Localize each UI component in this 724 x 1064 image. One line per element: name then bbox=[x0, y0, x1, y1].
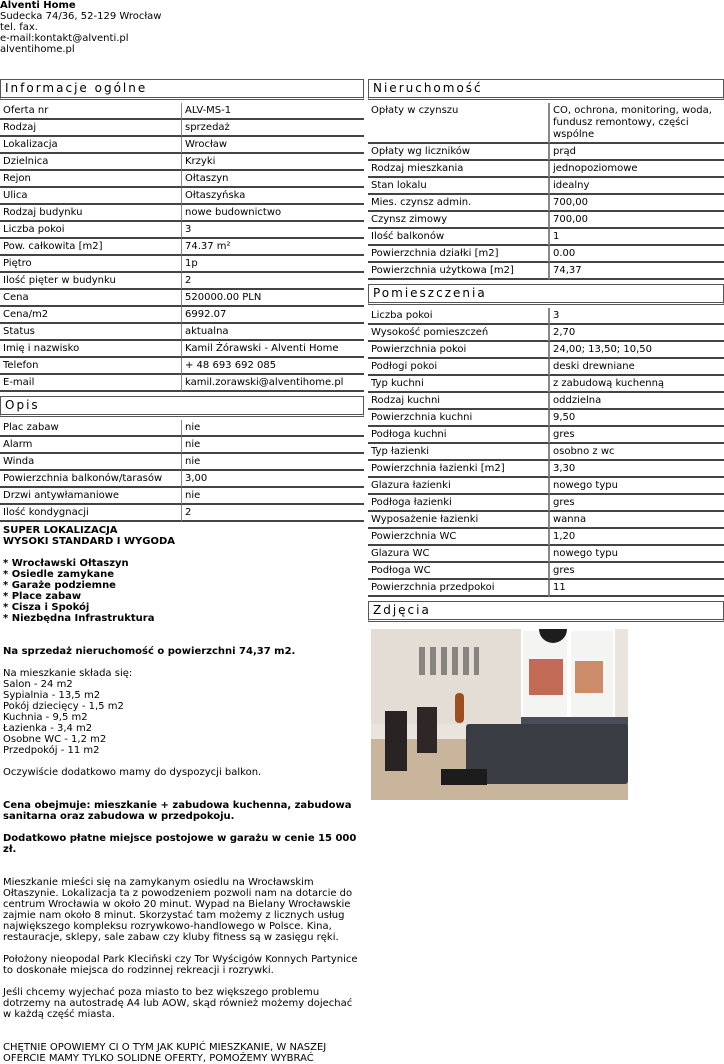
field-value: gres bbox=[549, 427, 724, 444]
field-label: Rodzaj kuchni bbox=[368, 393, 549, 410]
field-label: Powierzchnia łazienki [m2] bbox=[368, 461, 549, 478]
general-info-row bbox=[0, 358, 364, 375]
room-row bbox=[368, 580, 724, 597]
property-row bbox=[368, 212, 724, 229]
field-value: aktualna bbox=[182, 324, 364, 341]
field-value: kamil.zorawski@alventihome.pl bbox=[182, 375, 364, 392]
general-info-row bbox=[0, 205, 364, 222]
field-value: 1p bbox=[182, 256, 364, 273]
field-value: oddzielna bbox=[549, 393, 724, 410]
field-value: 700,00 bbox=[549, 212, 724, 229]
field-value: nie bbox=[182, 454, 364, 471]
field-value: 3 bbox=[549, 308, 724, 325]
field-value: 9,50 bbox=[549, 410, 724, 427]
feature-row bbox=[0, 437, 364, 454]
field-label: Oferta nr bbox=[0, 103, 182, 120]
field-label: Cena/m2 bbox=[0, 307, 182, 324]
field-label: Powierzchnia pokoi bbox=[368, 342, 549, 359]
field-label: Rodzaj mieszkania bbox=[368, 161, 549, 178]
field-value: gres bbox=[549, 563, 724, 580]
field-value: jednopoziomowe bbox=[549, 161, 724, 178]
field-label: Winda bbox=[0, 454, 182, 471]
company-name: Alventi Home bbox=[0, 0, 76, 11]
field-value: nowego typu bbox=[549, 478, 724, 495]
field-label: Czynsz zimowy bbox=[368, 212, 549, 229]
field-value: 74,37 bbox=[549, 263, 724, 280]
field-value: nie bbox=[182, 420, 364, 437]
section-title-general: Informacje ogólne bbox=[0, 79, 364, 100]
general-info-row bbox=[0, 290, 364, 307]
field-label: Podłogi pokoi bbox=[368, 359, 549, 376]
description-price-info: Cena obejmuje: mieszkanie + zabudowa kuchenna, zabudowa sanitarna oraz zabudowa w przedpokoju. Dodatkowo płatne miejsce postojowe w garażu w cenie 15 000 zł. bbox=[3, 800, 357, 855]
general-info-row bbox=[0, 307, 364, 324]
feature-row bbox=[0, 488, 364, 505]
field-label: Telefon bbox=[0, 358, 182, 375]
field-label: Mies. czynsz admin. bbox=[368, 195, 549, 212]
room-row bbox=[368, 393, 724, 410]
field-value: Ołtaszyn bbox=[182, 171, 364, 188]
field-value: 2 bbox=[182, 505, 364, 522]
description-rooms: Na mieszkanie składa się: Salon - 24 m2 Sypialnia - 13,5 m2 Pokój dziecięcy - 1,5 m2 Kuchnia - 9,5 m2 Łazienka - 3,4 m2 Osobne WC - 1,2 m2 Przedpokój - 11 m2 Oczywiście dodatkowo mamy do dyspozycji balkon. bbox=[3, 668, 262, 778]
field-label: Rodzaj budynku bbox=[0, 205, 182, 222]
field-value: 2,70 bbox=[549, 325, 724, 342]
general-info-row bbox=[0, 103, 364, 120]
room-row bbox=[368, 444, 724, 461]
field-label: Glazura WC bbox=[368, 546, 549, 563]
feature-row bbox=[0, 454, 364, 471]
field-value: 520000.00 PLN bbox=[182, 290, 364, 307]
general-info-row bbox=[0, 137, 364, 154]
field-value: 24,00; 13,50; 10,50 bbox=[549, 342, 724, 359]
right-column bbox=[368, 79, 724, 804]
property-row bbox=[368, 144, 724, 161]
description-location: Mieszkanie mieści się na zamykanym osiedlu na Wrocławskim Ołtaszynie. Lokalizacja ta z powodzeniem pozwoli nam na dotarcie do centrum Wrocławia w około 20 minut. Wypad na Bielany Wrocławskie zajmie nam około 8 minut. Skorzystać tam możemy z licznych usług największego kompleksu rozrywkowo-handlowego w Polsce. Kina, restauracje, sklepy, sale zabaw czy kluby fitness są w zasięgu ręki. Położony nieopodal Park Kleciński czy Tor Wyścigów Konnych Partynice to doskonałe miejsca do rodzinnej rekreacji i rozrywki. Jeśli chcemy wyjechać poza miasto to bez większego problemu dotrzemy na autostradę A4 lub AOW, skąd również możemy dojechać w każdą część miasta. CHĘTNIE OPOWIEMY CI O TYM JAK KUPIĆ MIESZKANIE, W NASZEJ OFERCIE MAMY TYLKO SOLIDNE OFERTY, POMOŻEMY WYBRAĆ bbox=[3, 877, 358, 1064]
field-label: Stan lokalu bbox=[368, 178, 549, 195]
field-value: 2 bbox=[182, 273, 364, 290]
field-label: Dzielnica bbox=[0, 154, 182, 171]
field-label: Wysokość pomieszczeń bbox=[368, 325, 549, 342]
description-headline: Na sprzedaż nieruchomość o powierzchni 74,37 m2. bbox=[3, 646, 296, 657]
field-value: 700,00 bbox=[549, 195, 724, 212]
field-label: Cena bbox=[0, 290, 182, 307]
field-label: Podłoga kuchni bbox=[368, 427, 549, 444]
field-value: 1,20 bbox=[549, 529, 724, 546]
field-value: gres bbox=[549, 495, 724, 512]
room-row bbox=[368, 342, 724, 359]
field-label: Rejon bbox=[0, 171, 182, 188]
room-row bbox=[368, 529, 724, 546]
section-title-property: Nieruchomość bbox=[368, 79, 724, 100]
field-label: Powierzchnia balkonów/tarasów bbox=[0, 471, 182, 488]
property-row bbox=[368, 161, 724, 178]
field-label: Imię i nazwisko bbox=[0, 341, 182, 358]
rooms-table bbox=[368, 308, 724, 597]
field-value: prąd bbox=[549, 144, 724, 161]
field-value: 74.37 m² bbox=[182, 239, 364, 256]
field-label: Lokalizacja bbox=[0, 137, 182, 154]
apartment-photo[interactable] bbox=[371, 629, 628, 800]
left-column bbox=[0, 79, 364, 1064]
company-address: Sudecka 74/36, 52-129 Wrocław bbox=[0, 11, 162, 22]
field-value: 3 bbox=[182, 222, 364, 239]
field-label: Opłaty w czynszu bbox=[368, 103, 549, 144]
property-row bbox=[368, 263, 724, 280]
field-label: Powierzchnia przedpokoi bbox=[368, 580, 549, 597]
field-value: Ołtaszyńska bbox=[182, 188, 364, 205]
room-row bbox=[368, 410, 724, 427]
features-table bbox=[0, 420, 364, 522]
field-label: Rodzaj bbox=[0, 120, 182, 137]
field-label: Glazura łazienki bbox=[368, 478, 549, 495]
field-label: Ilość balkonów bbox=[368, 229, 549, 246]
general-info-row bbox=[0, 256, 364, 273]
field-value: + 48 693 692 085 bbox=[182, 358, 364, 375]
room-row bbox=[368, 461, 724, 478]
general-info-row bbox=[0, 120, 364, 137]
field-value: idealny bbox=[549, 178, 724, 195]
field-value: deski drewniane bbox=[549, 359, 724, 376]
room-row bbox=[368, 478, 724, 495]
field-label: Liczba pokoi bbox=[368, 308, 549, 325]
field-label: Typ kuchni bbox=[368, 376, 549, 393]
field-label: Typ łazienki bbox=[368, 444, 549, 461]
room-row bbox=[368, 325, 724, 342]
field-value: nowe budownictwo bbox=[182, 205, 364, 222]
room-row bbox=[368, 563, 724, 580]
room-row bbox=[368, 427, 724, 444]
company-website: alventihome.pl bbox=[0, 44, 75, 55]
property-table bbox=[368, 103, 724, 280]
section-title-rooms: Pomieszczenia bbox=[368, 284, 724, 305]
general-info-row bbox=[0, 341, 364, 358]
photo-gallery bbox=[368, 625, 724, 804]
field-value: Krzyki bbox=[182, 154, 364, 171]
field-label: E-mail bbox=[0, 375, 182, 392]
property-row bbox=[368, 178, 724, 195]
field-label: Powierzchnia kuchni bbox=[368, 410, 549, 427]
room-row bbox=[368, 512, 724, 529]
room-row bbox=[368, 308, 724, 325]
field-value: sprzedaż bbox=[182, 120, 364, 137]
field-value: Wrocław bbox=[182, 137, 364, 154]
field-label: Alarm bbox=[0, 437, 182, 454]
general-info-row bbox=[0, 273, 364, 290]
room-row bbox=[368, 376, 724, 393]
room-row bbox=[368, 495, 724, 512]
field-value: CO, ochrona, monitoring, woda, fundusz remontowy, części wspólne bbox=[549, 103, 724, 144]
listing-description bbox=[0, 525, 364, 1064]
field-label: Drzwi antywłamaniowe bbox=[0, 488, 182, 505]
field-value: 0.00 bbox=[549, 246, 724, 263]
field-value: wanna bbox=[549, 512, 724, 529]
property-row bbox=[368, 229, 724, 246]
feature-row bbox=[0, 420, 364, 437]
field-label: Powierzchnia WC bbox=[368, 529, 549, 546]
general-info-row bbox=[0, 171, 364, 188]
feature-row bbox=[0, 505, 364, 522]
agency-header bbox=[0, 0, 161, 55]
field-label: Podłoga WC bbox=[368, 563, 549, 580]
property-row bbox=[368, 246, 724, 263]
property-row bbox=[368, 103, 724, 144]
field-value: 6992.07 bbox=[182, 307, 364, 324]
field-label: Opłaty wg liczników bbox=[368, 144, 549, 161]
field-label: Ilość pięter w budynku bbox=[0, 273, 182, 290]
field-label: Ulica bbox=[0, 188, 182, 205]
field-value: nie bbox=[182, 488, 364, 505]
field-value: ALV-MS-1 bbox=[182, 103, 364, 120]
field-label: Liczba pokoi bbox=[0, 222, 182, 239]
section-title-description: Opis bbox=[0, 396, 364, 417]
general-info-row bbox=[0, 188, 364, 205]
field-value: 1 bbox=[549, 229, 724, 246]
property-row bbox=[368, 195, 724, 212]
room-row bbox=[368, 359, 724, 376]
field-value: z zabudową kuchenną bbox=[549, 376, 724, 393]
field-value: 11 bbox=[549, 580, 724, 597]
general-info-table bbox=[0, 103, 364, 392]
section-title-photos: Zdjęcia bbox=[368, 601, 724, 622]
company-email: e-mail:kontakt@alventi.pl bbox=[0, 33, 129, 44]
field-value: 3,30 bbox=[549, 461, 724, 478]
field-label: Plac zabaw bbox=[0, 420, 182, 437]
field-label: Pow. całkowita [m2] bbox=[0, 239, 182, 256]
field-label: Powierzchnia użytkowa [m2] bbox=[368, 263, 549, 280]
field-label: Podłoga łazienki bbox=[368, 495, 549, 512]
field-label: Wyposażenie łazienki bbox=[368, 512, 549, 529]
general-info-row bbox=[0, 324, 364, 341]
field-label: Piętro bbox=[0, 256, 182, 273]
company-phone: tel. fax. bbox=[0, 22, 38, 33]
field-label: Status bbox=[0, 324, 182, 341]
general-info-row bbox=[0, 222, 364, 239]
general-info-row bbox=[0, 154, 364, 171]
room-row bbox=[368, 546, 724, 563]
description-highlights: SUPER LOKALIZACJA WYSOKI STANDARD I WYGODA * Wrocławski Ołtaszyn * Osiedle zamykane * Garaże podziemne * Place zabaw * Cisza i Spokój * Niezbędna Infrastruktura bbox=[3, 525, 176, 624]
general-info-row bbox=[0, 239, 364, 256]
field-value: 3,00 bbox=[182, 471, 364, 488]
field-label: Powierzchnia działki [m2] bbox=[368, 246, 549, 263]
field-value: osobno z wc bbox=[549, 444, 724, 461]
field-value: nie bbox=[182, 437, 364, 454]
feature-row bbox=[0, 471, 364, 488]
general-info-row bbox=[0, 375, 364, 392]
field-label: Ilość kondygnacji bbox=[0, 505, 182, 522]
field-value: Kamil Żórawski - Alventi Home bbox=[182, 341, 364, 358]
field-value: nowego typu bbox=[549, 546, 724, 563]
